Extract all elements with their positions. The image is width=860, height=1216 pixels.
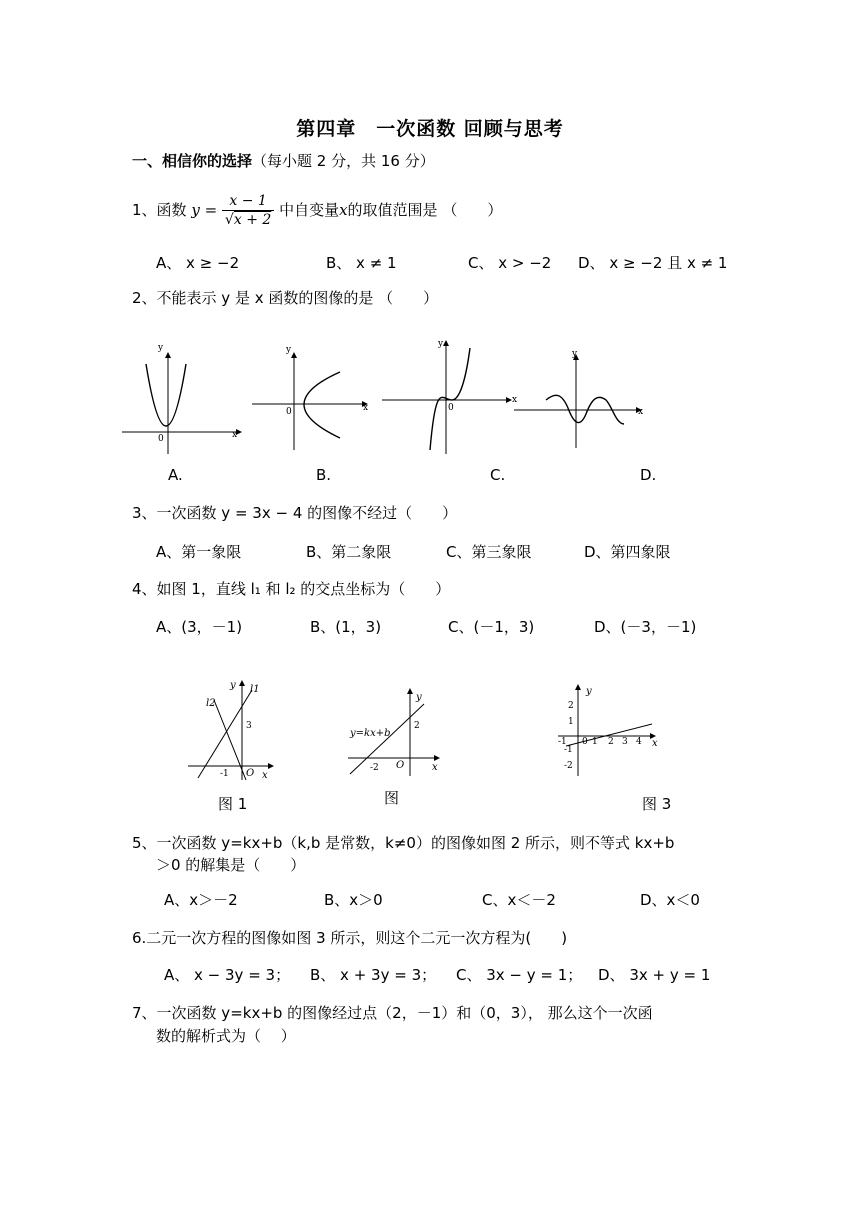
graph-label-b: B. (316, 466, 332, 484)
q1-mid: 中自变量 (279, 201, 340, 219)
graph-b-x: x (363, 403, 369, 413)
fig1-x: x (262, 770, 268, 781)
q4-option-a: A、(3，－1) (156, 618, 243, 636)
fig1-l2: l2 (206, 698, 216, 709)
q5-option-c: C、x＜－2 (482, 891, 556, 909)
question-3: 3、一次函数 y = 3x − 4 的图像不经过（ ） (132, 504, 458, 522)
question-2: 2、不能表示 y 是 x 函数的图像的是 （ ） (132, 289, 439, 307)
figure-3 (556, 680, 666, 780)
q3-option-d: D、第四象限 (584, 543, 671, 561)
question-4: 4、如图 1，直线 l₁ 和 l₂ 的交点坐标为（ ） (132, 580, 451, 598)
section-note: （每小题 2 分，共 16 分） (252, 152, 435, 170)
fig3-yt-1: 1 (568, 717, 574, 727)
q1-fraction (222, 192, 274, 229)
fig1-tick-3: 3 (246, 721, 252, 731)
graph-b (252, 345, 368, 450)
q5-option-d: D、x＜0 (640, 891, 700, 909)
graph-label-c: C. (490, 466, 506, 484)
graph-a-origin: 0 (158, 434, 164, 444)
fig3-xt-4: 4 (636, 737, 642, 747)
fig3-yt-m1: -1 (564, 745, 573, 755)
graph-c (382, 339, 517, 454)
fig3-yt-m2: -2 (564, 761, 573, 771)
figure-1-caption: 图 1 (218, 795, 248, 813)
fig3-xt-3: 3 (622, 737, 628, 747)
graph-c-x: x (512, 395, 518, 405)
graph-a (122, 343, 242, 454)
q1-option-b: B、 x ≠ 1 (326, 254, 397, 272)
fig3-y: y (586, 686, 592, 697)
fig2-tick-m2: -2 (370, 763, 379, 773)
q1-option-d: D、 x ≥ −2 且 x ≠ 1 (578, 254, 728, 272)
fig1-tick-m1: -1 (220, 769, 229, 779)
graph-label-a: A. (168, 466, 183, 484)
question-5-line-1: 5、一次函数 y=kx+b（k,b 是常数，k≠0）的图像如图 2 所示，则不等式 kx+b (132, 834, 675, 852)
fig2-o: O (396, 760, 405, 771)
fig3-xt-1: 1 (592, 737, 598, 747)
question-6: 6.二元一次方程的图像如图 3 所示，则这个二元一次方程为( ) (132, 929, 568, 947)
q1-prefix: 1、函数 (132, 201, 187, 219)
q3-option-b: B、第二象限 (306, 543, 392, 561)
section-heading (132, 150, 435, 171)
graph-label-d: D. (640, 466, 657, 484)
q3-option-a: A、第一象限 (156, 543, 242, 561)
fig2-x: x (432, 762, 438, 773)
graph-a-y: y (158, 343, 164, 353)
q1-radicand: x + 2 (233, 212, 272, 228)
question-7-line-2: 数的解析式为（ ） (156, 1027, 296, 1045)
figure-2 (340, 684, 450, 784)
fig2-y: y (416, 692, 422, 703)
q1-var: x (339, 201, 348, 219)
fig3-x: x (652, 738, 658, 749)
graph-c-y: y (438, 339, 444, 349)
q3-option-c: C、第三象限 (446, 543, 532, 561)
q6-option-a: A、 x − 3y = 3； (164, 966, 291, 984)
q4-option-b: B、(1，3) (310, 618, 382, 636)
fig3-xt-0: 0 (582, 737, 588, 747)
graph-c-origin: 0 (448, 403, 454, 413)
graph-a-x: x (232, 430, 238, 440)
q1-denominator: √x + 2 (224, 212, 272, 228)
figure-3-caption: 图 3 (642, 795, 672, 813)
q4-option-d: D、(－3，－1) (594, 618, 697, 636)
q1-suffix: 的取值范围是 （ ） (347, 201, 503, 219)
fig2-tick-2: 2 (414, 721, 420, 731)
fig3-yt-2: 2 (568, 701, 574, 711)
fig3-xt-2: 2 (608, 737, 614, 747)
fig1-l1: l1 (250, 684, 260, 695)
question-5-line-2: ＞0 的解集是（ ） (156, 856, 306, 874)
fig1-o: O (246, 768, 255, 779)
q5-option-b: B、x＞0 (324, 891, 383, 909)
q1-option-a: A、 x ≥ −2 (156, 254, 240, 272)
fig1-y: y (230, 680, 236, 691)
q1-option-c: C、 x > −2 (468, 254, 552, 272)
question-7-line-1: 7、一次函数 y=kx+b 的图像经过点（2，－1）和（0，3）， 那么这个一次函 (132, 1004, 653, 1022)
figure-1 (184, 676, 284, 786)
q1-func-lhs: y = (191, 201, 218, 219)
q2-graphs (118, 338, 658, 458)
page-title: 第四章 一次函数 回顾与思考 (296, 118, 564, 140)
q1-numerator: x − 1 (222, 192, 274, 211)
q6-option-d: D、 3x + y = 1 (598, 966, 711, 984)
graph-d (514, 349, 643, 448)
q5-option-a: A、x＞－2 (164, 891, 238, 909)
graph-b-y: y (286, 345, 292, 355)
fig2-equation: y=kx+b (350, 728, 391, 739)
graph-d-x: x (638, 407, 644, 417)
q4-option-c: C、(－1，3) (448, 618, 535, 636)
section-title: 一、相信你的选择 (132, 152, 253, 170)
q6-option-c: C、 3x − y = 1； (456, 966, 583, 984)
graph-b-origin: 0 (286, 407, 292, 417)
figure-2-caption: 图 (384, 789, 400, 807)
question-1 (132, 190, 502, 230)
fig3-xt-m1: -1 (558, 737, 567, 747)
q6-option-b: B、 x + 3y = 3； (310, 966, 437, 984)
graph-d-y: y (572, 349, 578, 359)
